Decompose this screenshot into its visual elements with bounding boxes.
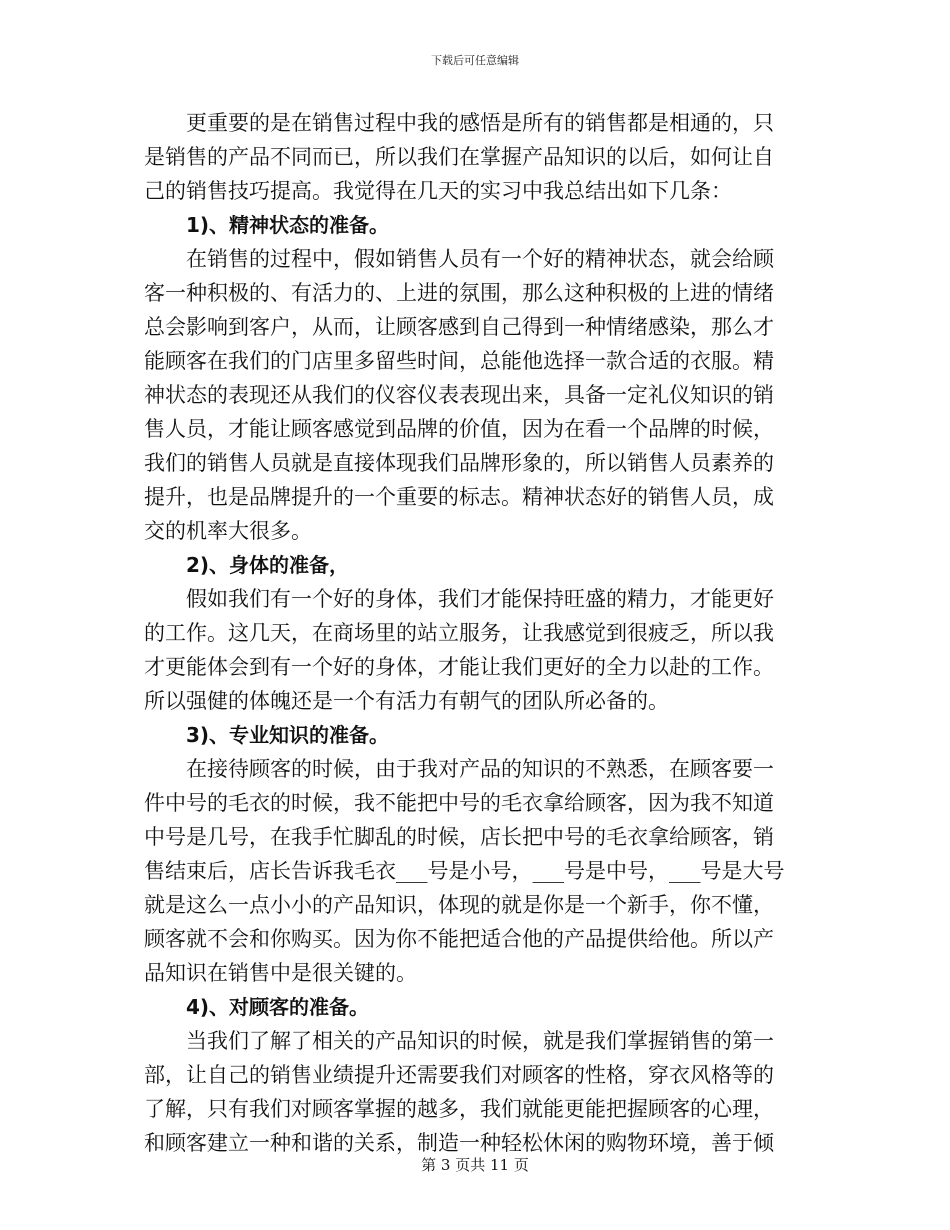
paragraph-line: 更重要的是在销售过程中我的感悟是所有的销售都是相通的，只 (186, 111, 774, 135)
paragraph-line: 售结束后，店长告诉我毛衣___号是小号，___号是中号，___号是大号 (144, 859, 785, 883)
paragraph-line: 和顾客建立一种和谐的关系，制造一种轻松休闲的购物环境，善于倾 (144, 1131, 774, 1155)
paragraph-line: 神状态的表现还从我们的仪容仪表表现出来，具备一定礼仪知识的销 (144, 383, 774, 407)
paragraph-line: 在销售的过程中，假如销售人员有一个好的精神状态，就会给顾 (186, 247, 774, 271)
paragraph-line: 售人员，才能让顾客感觉到品牌的价值，因为在看一个品牌的时候， (144, 417, 774, 441)
paragraph-line: 能顾客在我们的门店里多留些时间，总能他选择一款合适的衣服。精 (144, 349, 774, 373)
paragraph-line: 才更能体会到有一个好的身体，才能让我们更好的全力以赴的工作。 (144, 655, 774, 679)
section-heading: 2)、身体的准备， (186, 553, 350, 577)
paragraph-line: 中号是几号，在我手忙脚乱的时候，店长把中号的毛衣拿给顾客，销 (144, 825, 774, 849)
paragraph-line: 提升，也是品牌提升的一个重要的标志。精神状态好的销售人员，成 (144, 485, 774, 509)
paragraph-line: 当我们了解了相关的产品知识的时候，就是我们掌握销售的第一 (186, 1029, 774, 1053)
paragraph-line: 总会影响到客户，从而，让顾客感到自己得到一种情绪感染，那么才 (144, 315, 774, 339)
paragraph-line: 了解，只有我们对顾客掌握的越多，我们就能更能把握顾客的心理， (144, 1097, 774, 1121)
paragraph-line: 顾客就不会和你购买。因为你不能把适合他的产品提供给他。所以产 (144, 927, 774, 951)
paragraph-line: 己的销售技巧提高。我觉得在几天的实习中我总结出如下几条： (144, 179, 732, 203)
document-body (144, 106, 804, 1160)
paragraph-line: 的工作。这几天，在商场里的站立服务，让我感觉到很疲乏，所以我 (144, 621, 774, 645)
paragraph-line: 就是这么一点小小的产品知识，体现的就是你是一个新手，你不懂， (144, 893, 774, 917)
paragraph-line: 部，让自己的销售业绩提升还需要我们对顾客的性格，穿衣风格等的 (144, 1063, 774, 1087)
paragraph-line: 品知识在销售中是很关键的。 (144, 961, 417, 985)
section-heading: 3)、专业知识的准备。 (186, 723, 390, 747)
paragraph-line: 所以强健的体魄还是一个有活力有朝气的团队所必备的。 (144, 689, 669, 713)
paragraph-line: 客一种积极的、有活力的、上进的氛围，那么这种积极的上进的情绪 (144, 281, 774, 305)
paragraph-line: 我们的销售人员就是直接体现我们品牌形象的，所以销售人员素养的 (144, 451, 774, 475)
page-footer: 第 3 页共 11 页 (421, 1156, 529, 1174)
page-header: 下载后可任意编辑 (431, 54, 519, 67)
paragraph-line: 交的机率大很多。 (144, 519, 312, 543)
paragraph-line: 假如我们有一个好的身体，我们才能保持旺盛的精力，才能更好 (186, 587, 774, 611)
paragraph-line: 是销售的产品不同而已，所以我们在掌握产品知识的以后，如何让自 (144, 145, 774, 169)
section-heading: 4)、对顾客的准备。 (186, 995, 370, 1019)
paragraph-line: 件中号的毛衣的时候，我不能把中号的毛衣拿给顾客，因为我不知道 (144, 791, 774, 815)
paragraph-line: 在接待顾客的时候，由于我对产品的知识的不熟悉，在顾客要一 (186, 757, 774, 781)
section-heading: 1)、精神状态的准备。 (186, 213, 390, 237)
